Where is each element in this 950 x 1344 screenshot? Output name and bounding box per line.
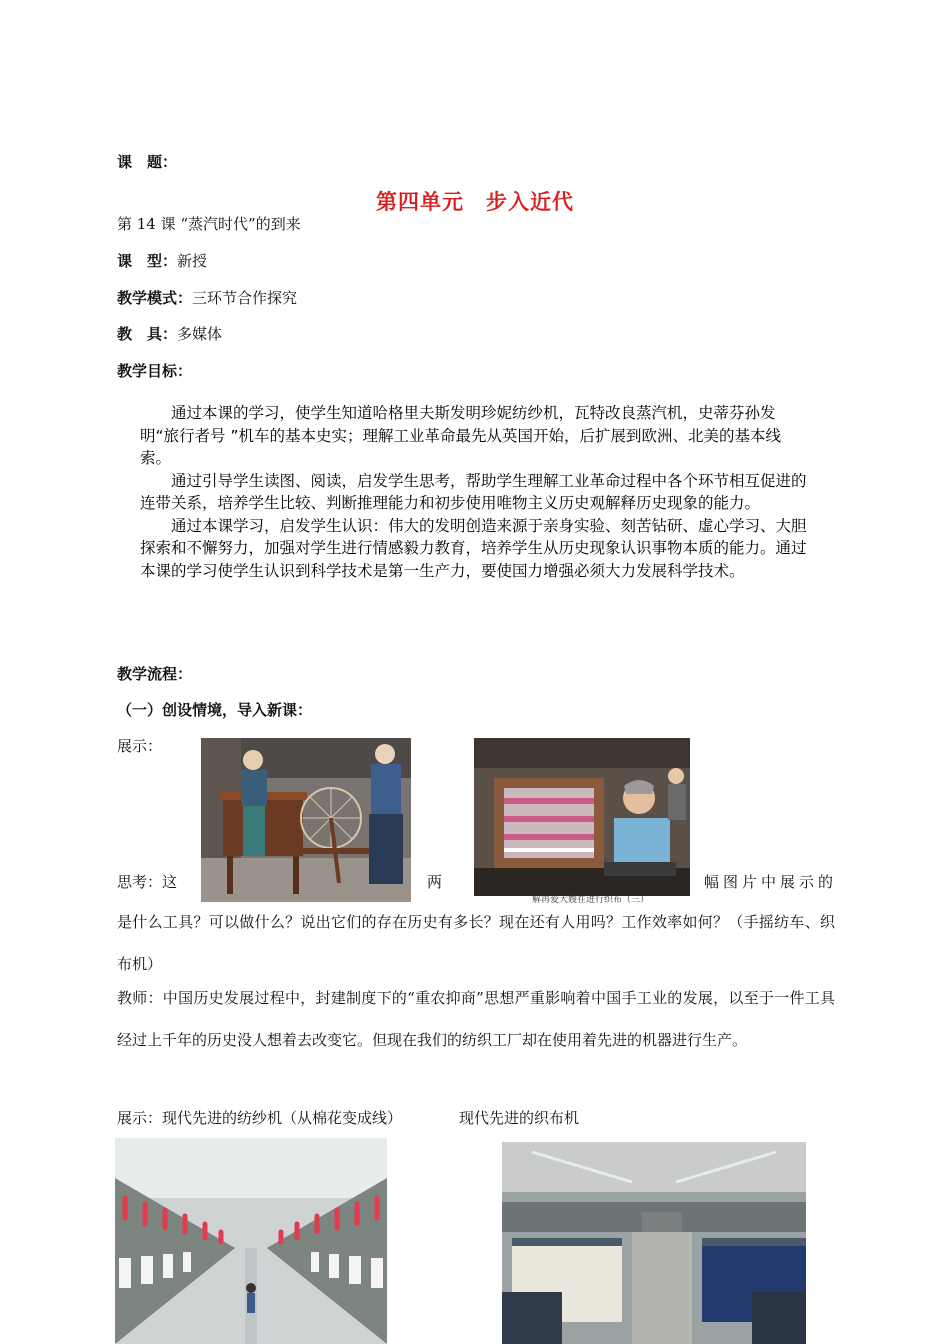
show2-right-label: 现代先进的织布机 bbox=[459, 1109, 580, 1127]
teaching-mode-value: 三环节合作探究 bbox=[192, 289, 298, 307]
show2-label: 展示：现代先进的纺纱机（从棉花变成线） bbox=[117, 1109, 403, 1127]
show-label: 展示： bbox=[117, 737, 163, 755]
topic-label: 课 题： bbox=[117, 153, 178, 171]
teaching-mode-label: 教学模式： bbox=[117, 289, 193, 307]
objective-1: 通过本课的学习，使学生知道哈格里夫斯发明珍妮纺纱机，瓦特改良蒸汽机，史蒂芬孙发明“旅行者号 ”机车的基本史实；理解工业革命最先从英国开始，后扩展到欧洲、北美的基本线索。 bbox=[140, 404, 781, 467]
objective-2: 通过引导学生读图、阅读，启发学生思考，帮助学生理解工业革命过程中各个环节相互促进的连带关系，培养学生比较、判断推理能力和初步使用唯物主义历史观解释历史现象的能力。 bbox=[140, 471, 807, 512]
think-prefix: 思考：这 bbox=[117, 873, 178, 891]
unit-title: 第四单元 步入近代 bbox=[376, 189, 574, 214]
process-label: 教学流程： bbox=[117, 665, 193, 683]
teaching-tools bbox=[117, 324, 222, 344]
lesson-type-value: 新授 bbox=[177, 252, 208, 270]
think-question: 是什么工具？可以做什么？说出它们的存在历史有多长？现在还有人用吗？工作效率如何？（手摇纺车、织布机） bbox=[117, 913, 835, 973]
loom-photo-caption: 解再爱大嫂在进行织布（三） bbox=[532, 895, 650, 905]
weaving-loom-photo bbox=[474, 738, 690, 896]
objectives-block bbox=[140, 402, 808, 582]
think-suffix: 幅图片中展示的 bbox=[704, 873, 838, 891]
teaching-tools-value: 多媒体 bbox=[177, 325, 223, 343]
modern-loom-photo bbox=[502, 1142, 806, 1344]
think-mid: 两 bbox=[427, 873, 443, 891]
lesson-title: 第 14 课 “蒸汽时代”的到来 bbox=[117, 215, 301, 233]
teaching-mode bbox=[117, 288, 297, 308]
goals-label: 教学目标： bbox=[117, 362, 193, 380]
spinning-wheel-photo bbox=[201, 738, 411, 902]
objective-3: 通过本课学习，启发学生认识：伟大的发明创造来源于亲身实验、刻苦钻研、虚心学习、大胆探索和不懈努力，加强对学生进行情感毅力教育，培养学生从历史现象认识事物本质的能力。通过本课的学习使学生认识到科学技术是第一生产力，要使国力增强必须大力发展科学技术。 bbox=[140, 516, 807, 580]
lesson-type bbox=[117, 251, 207, 271]
section1-title: （一）创设情境，导入新课： bbox=[117, 701, 313, 719]
teaching-tools-label: 教 具： bbox=[117, 325, 178, 343]
modern-spinning-photo bbox=[115, 1138, 387, 1344]
lesson-type-label: 课 型： bbox=[117, 252, 178, 270]
teacher-text: 教师：中国历史发展过程中，封建制度下的“重农抑商”思想严重影响着中国手工业的发展，以至于一件工具经过上千年的历史没人想着去改变它。但现在我们的纺织工厂却在使用着先进的机器进行生产。 bbox=[117, 989, 835, 1049]
